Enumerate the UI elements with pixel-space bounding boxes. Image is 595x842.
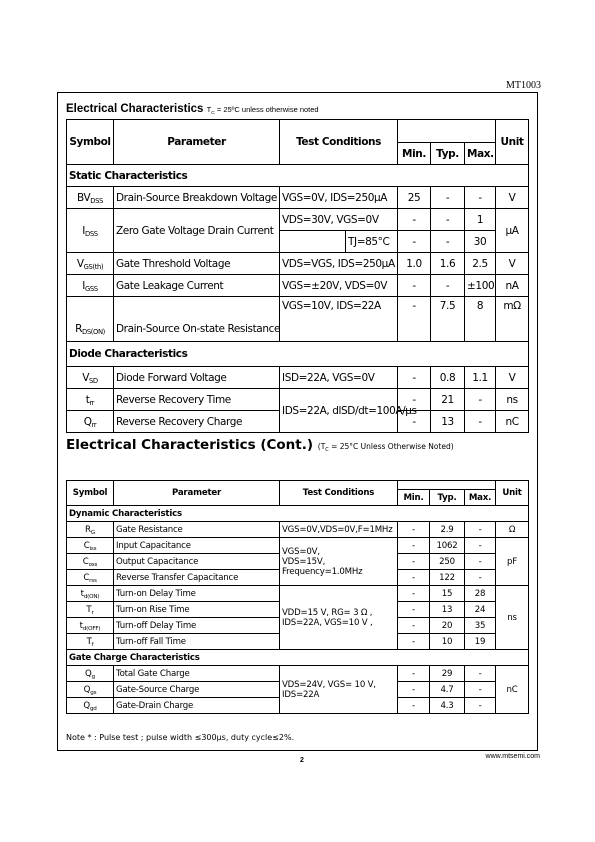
max-cell: - — [465, 666, 496, 682]
table-row — [67, 666, 529, 682]
symbol-cell: $Q_g$ — [67, 666, 114, 682]
parameter-cell: Zero Gate Voltage Drain Current — [114, 209, 280, 253]
condition-cell: VGS=0V, IDS=250µA — [280, 187, 398, 209]
header-typ: Typ. — [431, 143, 465, 165]
typ-cell: 29 — [430, 666, 465, 682]
min-cell: - — [398, 297, 431, 342]
footnote: Note * : Pulse test ; pulse width ≤300µs, duty cycle≤2%. — [66, 733, 295, 742]
symbol-cell: $Q_{rr}$ — [67, 411, 114, 433]
section-title-electrical-cont: Electrical Characteristics (Cont.) ($T_C = 25^\circ C$ Unless Otherwise Noted) — [66, 437, 454, 453]
condition-cell: VDS=30V, VGS=0V — [280, 209, 398, 231]
symbol-cell: $C_{oss}$ — [67, 554, 114, 570]
max-cell: 19 — [465, 634, 496, 650]
symbol-cell: $t_{rr}$ — [67, 389, 114, 411]
condition-cell: VDS=24V, VGS= 10 V, IDS=22A — [280, 666, 398, 714]
symbol-cell: $R_G$ — [67, 522, 114, 538]
table-row — [67, 297, 529, 342]
min-cell: - — [398, 209, 431, 231]
parameter-cell: Drain-Source Breakdown Voltage — [114, 187, 280, 209]
typ-cell: - — [431, 209, 465, 231]
typ-cell: - — [431, 275, 465, 297]
symbol-cell: $Q_{gd}$ — [67, 698, 114, 714]
table-row — [67, 367, 529, 389]
header-unit: Unit — [496, 481, 529, 506]
min-cell: - — [398, 570, 430, 586]
parameter-cell: Gate-Drain Charge — [114, 698, 280, 714]
min-cell: - — [398, 522, 430, 538]
min-cell: - — [398, 682, 430, 698]
header-test-conditions: Test Conditions — [280, 120, 398, 165]
min-cell: - — [398, 411, 431, 433]
symbol-cell: $C_{iss}$ — [67, 538, 114, 554]
header-symbol: Symbol — [67, 120, 114, 165]
condition-cell: VGS=0V,VDS=0V,F=1MHz — [280, 522, 398, 538]
header-symbol: Symbol — [67, 481, 114, 506]
unit-cell: nA — [496, 275, 529, 297]
min-cell: - — [398, 389, 431, 411]
min-cell: - — [398, 554, 430, 570]
max-cell: - — [465, 411, 496, 433]
typ-cell: 10 — [430, 634, 465, 650]
min-cell: - — [398, 698, 430, 714]
min-cell: - — [398, 538, 430, 554]
max-cell: - — [465, 538, 496, 554]
header-min: Min. — [398, 490, 430, 506]
parameter-cell: Turn-on Rise Time — [114, 602, 280, 618]
typ-cell: 13 — [431, 411, 465, 433]
table-row — [67, 389, 529, 411]
max-cell: 1.1 — [465, 367, 496, 389]
typ-cell: 1062 — [430, 538, 465, 554]
condition-cell: VGS=0V, VDS=15V, Frequency=1.0MHz — [280, 538, 398, 586]
symbol-cell: $I_{GSS}$ — [67, 275, 114, 297]
parameter-cell: Turn-off Delay Time — [114, 618, 280, 634]
min-cell: - — [398, 618, 430, 634]
table-row — [67, 522, 529, 538]
table-row — [67, 586, 529, 602]
condition-cell: TJ=85°C — [346, 231, 398, 253]
unit-cell: pF — [496, 538, 529, 586]
symbol-cell: $T_f$ — [67, 634, 114, 650]
unit-cell: µA — [496, 209, 529, 253]
typ-cell: - — [431, 231, 465, 253]
condition-cell: IDS=22A, dlSD/dt=100A/µs — [280, 389, 398, 433]
symbol-cell: $t_{d(ON)}$ — [67, 586, 114, 602]
unit-cell: V — [496, 253, 529, 275]
table-row — [67, 253, 529, 275]
typ-cell: 15 — [430, 586, 465, 602]
symbol-cell: $R_{DS(ON)}$ — [67, 297, 114, 342]
max-cell: - — [465, 570, 496, 586]
min-cell: - — [398, 275, 431, 297]
max-cell: - — [465, 187, 496, 209]
typ-cell: 122 — [430, 570, 465, 586]
electrical-characteristics-cont-table — [66, 480, 529, 714]
header-min: Min. — [398, 143, 431, 165]
parameter-cell: Turn-on Delay Time — [114, 586, 280, 602]
symbol-cell: $V_{GS(th)}$ — [67, 253, 114, 275]
parameter-cell: Output Capacitance — [114, 554, 280, 570]
typ-cell: 250 — [430, 554, 465, 570]
condition-cell: VGS=±20V, VDS=0V — [280, 275, 398, 297]
max-cell: - — [465, 554, 496, 570]
max-cell: 24 — [465, 602, 496, 618]
page-number: 2 — [300, 757, 304, 764]
typ-cell: 21 — [431, 389, 465, 411]
symbol-cell: $T_r$ — [67, 602, 114, 618]
parameter-cell: Gate Threshold Voltage — [114, 253, 280, 275]
empty-cell — [280, 231, 346, 253]
max-cell: - — [465, 522, 496, 538]
table-row — [67, 275, 529, 297]
header-parameter: Parameter — [114, 481, 280, 506]
min-cell: - — [398, 367, 431, 389]
typ-cell: - — [431, 187, 465, 209]
parameter-cell: Gate-Source Charge — [114, 682, 280, 698]
min-cell: - — [398, 602, 430, 618]
header-value-group — [398, 120, 496, 143]
max-cell: ±100 — [465, 275, 496, 297]
max-cell: 1 — [465, 209, 496, 231]
website-url: www.mtsemi.com — [485, 753, 540, 760]
symbol-cell: $t_{d(OFF)}$ — [67, 618, 114, 634]
typ-cell: 4.3 — [430, 698, 465, 714]
symbol-cell: $I_{DSS}$ — [67, 209, 114, 253]
min-cell: - — [398, 231, 431, 253]
symbol-cell: $C_{rss}$ — [67, 570, 114, 586]
unit-cell: Ω — [496, 522, 529, 538]
symbol-cell: $BV_{DSS}$ — [67, 187, 114, 209]
header-max: Max. — [465, 490, 496, 506]
parameter-cell: Drain-Source On-state Resistance — [114, 297, 280, 342]
parameter-cell: Reverse Recovery Time — [114, 389, 280, 411]
min-cell: 1.0 — [398, 253, 431, 275]
parameter-cell: Gate Resistance — [114, 522, 280, 538]
condition-cell: VDS=VGS, IDS=250µA — [280, 253, 398, 275]
parameter-cell: Turn-off Fall Time — [114, 634, 280, 650]
unit-cell: mΩ — [496, 297, 529, 342]
section-title-electrical: Electrical Characteristics $T_C$ = 25ºC unless otherwise noted — [66, 103, 319, 116]
parameter-cell: Total Gate Charge — [114, 666, 280, 682]
parameter-cell: Gate Leakage Current — [114, 275, 280, 297]
min-cell: - — [398, 666, 430, 682]
dynamic-characteristics-heading: Dynamic Characteristics — [67, 506, 529, 522]
condition-cell: VGS=10V, IDS=22A — [280, 297, 398, 342]
parameter-cell: Reverse Recovery Charge — [114, 411, 280, 433]
header-typ: Typ. — [430, 490, 465, 506]
max-cell: 8 — [465, 297, 496, 342]
min-cell: - — [398, 586, 430, 602]
typ-cell: 7.5 — [431, 297, 465, 342]
condition-cell: VDD=15 V, RG= 3 Ω , IDS=22A, VGS=10 V , — [280, 586, 398, 650]
symbol-cell: $Q_{gs}$ — [67, 682, 114, 698]
max-cell: - — [465, 698, 496, 714]
condition-cell: ISD=22A, VGS=0V — [280, 367, 398, 389]
header-parameter: Parameter — [114, 120, 280, 165]
header-test-conditions: Test Conditions — [280, 481, 398, 506]
table-row — [67, 209, 529, 231]
title-condition: $T_C$ = 25ºC unless otherwise noted — [206, 105, 319, 116]
typ-cell: 4.7 — [430, 682, 465, 698]
header-value-group — [398, 481, 496, 490]
max-cell: 2.5 — [465, 253, 496, 275]
table-row — [67, 538, 529, 554]
max-cell: - — [465, 682, 496, 698]
max-cell: 30 — [465, 231, 496, 253]
typ-cell: 13 — [430, 602, 465, 618]
symbol-cell: $V_{SD}$ — [67, 367, 114, 389]
part-number: MT1003 — [506, 80, 541, 91]
max-cell: 28 — [465, 586, 496, 602]
max-cell: - — [465, 389, 496, 411]
parameter-cell: Diode Forward Voltage — [114, 367, 280, 389]
unit-cell: nC — [496, 666, 529, 714]
unit-cell: nC — [496, 411, 529, 433]
unit-cell: ns — [496, 389, 529, 411]
typ-cell: 0.8 — [431, 367, 465, 389]
static-characteristics-heading: Static Characteristics — [67, 165, 529, 187]
typ-cell: 2.9 — [430, 522, 465, 538]
unit-cell: V — [496, 187, 529, 209]
table-row — [67, 187, 529, 209]
header-unit: Unit — [496, 120, 529, 165]
unit-cell: ns — [496, 586, 529, 650]
parameter-cell: Reverse Transfer Capacitance — [114, 570, 280, 586]
unit-cell: V — [496, 367, 529, 389]
max-cell: 35 — [465, 618, 496, 634]
parameter-cell: Input Capacitance — [114, 538, 280, 554]
typ-cell: 20 — [430, 618, 465, 634]
typ-cell: 1.6 — [431, 253, 465, 275]
gate-charge-heading: Gate Charge Characteristics — [67, 650, 529, 666]
min-cell: - — [398, 634, 430, 650]
title-condition: ($T_C = 25^\circ C$ Unless Otherwise Noted) — [317, 442, 454, 453]
diode-characteristics-heading: Diode Characteristics — [67, 342, 529, 367]
header-max: Max. — [465, 143, 496, 165]
min-cell: 25 — [398, 187, 431, 209]
electrical-characteristics-table — [66, 119, 529, 433]
